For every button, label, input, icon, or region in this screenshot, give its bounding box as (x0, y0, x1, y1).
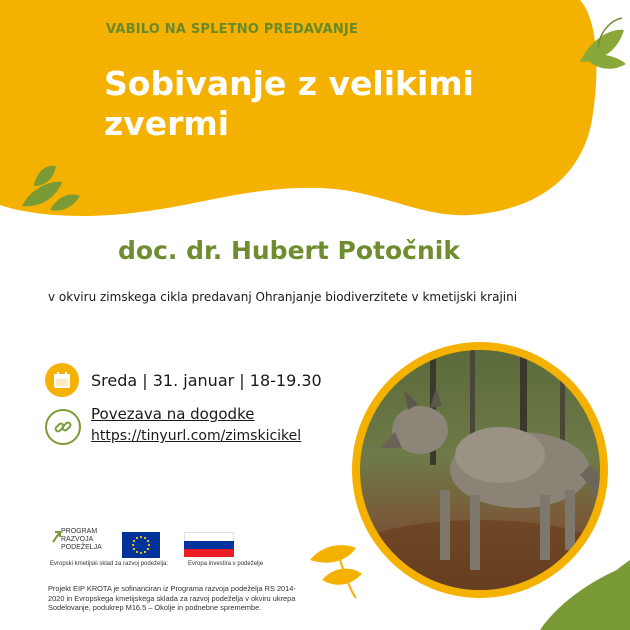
speaker-name: doc. dr. Hubert Potočnik (118, 236, 460, 265)
fund-text-2: Evropa investira v podeželje (188, 561, 264, 567)
event-datetime: Sreda | 31. januar | 18-19.30 (91, 371, 322, 390)
wolf-photo (340, 345, 620, 600)
invitation-kicker: VABILO NA SPLETNO PREDAVANJE (106, 22, 359, 37)
fund-text: Evropski kmetijski sklad za razvoj podeželja: (50, 561, 169, 567)
event-link-label[interactable]: Povezava na dogodke (91, 405, 255, 423)
event-link-url[interactable]: https://tinyurl.com/zimskicikel (91, 428, 302, 444)
slovenia-flag-logo (184, 532, 234, 556)
event-title: Sobivanje z velikimi zvermi (104, 64, 474, 143)
calendar-icon (45, 363, 79, 397)
link-icon (45, 409, 81, 445)
leaf-decoration-bottom (310, 545, 362, 598)
event-subtitle: v okviru zimskega cikla predavanj Ohranjanje biodiverzitete v kmetijski krajini (48, 290, 518, 304)
funding-footer: Projekt EIP KROTA je sofinanciran iz Programa razvoja podeželja RS 2014-2020 in Evropskega kmetijskega sklada za razvoj podeželja v okviru ukrepa Sodelovanje, podukrep M16.5 – Okolje in podnebne spremembe. (48, 584, 296, 612)
program-razvoja-logo: PROGRAM RAZVOJA PODEŽELJA (50, 528, 108, 568)
eu-flag-logo (122, 532, 160, 558)
